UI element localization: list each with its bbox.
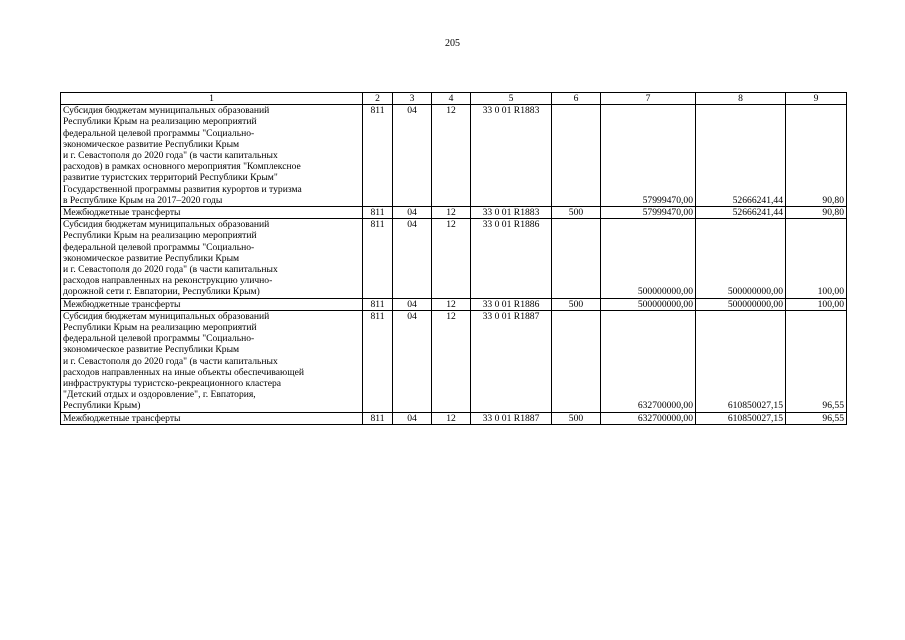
header-cell-1: 1: [61, 93, 363, 105]
code-ministry: 811: [363, 105, 393, 207]
amount-planned: 632700000,00: [601, 412, 696, 424]
amount-executed: 500000000,00: [696, 298, 786, 310]
header-cell-4: 4: [432, 93, 471, 105]
code-ministry: 811: [363, 298, 393, 310]
code-target-article: 33 0 01 R1883: [471, 207, 552, 219]
code-ministry: 811: [363, 310, 393, 412]
code-target-article: 33 0 01 R1887: [471, 412, 552, 424]
code-expense-type: [552, 105, 601, 207]
code-expense-type: 500: [552, 412, 601, 424]
header-cell-9: 9: [786, 93, 847, 105]
expense-name: Межбюджетные трансферты: [61, 298, 363, 310]
code-section: 04: [393, 105, 432, 207]
expense-name: Субсидия бюджетам муниципальных образований Республики Крым на реализацию мероприятий федеральной целевой программы "Социально- экономическое развитие Республики Крым и г. Севастополя до 2020 года" (в части капитальных расходов) в рамках основного мероприятия "Комплексное развитие туристских территорий Республики Крым" Государственной программы развития курортов и туризма в Республике Крым на 2017–2020 годы: [61, 105, 363, 207]
amount-executed: 52666241,44: [696, 105, 786, 207]
code-subsection: 12: [432, 219, 471, 298]
code-subsection: 12: [432, 310, 471, 412]
expense-name: Субсидия бюджетам муниципальных образований Республики Крым на реализацию мероприятий федеральной целевой программы "Социально- экономическое развитие Республики Крым и г. Севастополя до 2020 года" (в части капитальных расходов направленных на иные объекты обеспечивающей инфраструктуры туристско-рекреационного кластера "Детский отдых и оздоровление", г. Евпатория, Республики Крым): [61, 310, 363, 412]
code-target-article: 33 0 01 R1886: [471, 219, 552, 298]
amount-executed: 610850027,15: [696, 310, 786, 412]
table-row: [61, 310, 847, 412]
expense-name: Межбюджетные трансферты: [61, 207, 363, 219]
code-expense-type: [552, 310, 601, 412]
execution-percent: 100,00: [786, 298, 847, 310]
code-subsection: 12: [432, 412, 471, 424]
table-row: [61, 412, 847, 424]
amount-executed: 610850027,15: [696, 412, 786, 424]
amount-planned: 57999470,00: [601, 105, 696, 207]
header-cell-2: 2: [363, 93, 393, 105]
expense-name: Субсидия бюджетам муниципальных образований Республики Крым на реализацию мероприятий федеральной целевой программы "Социально- экономическое развитие Республики Крым и г. Севастополя до 2020 года" (в части капитальных расходов направленных на реконструкцию улично- дорожной сети г. Евпатории, Республики Крым): [61, 219, 363, 298]
amount-planned: 500000000,00: [601, 298, 696, 310]
code-ministry: 811: [363, 219, 393, 298]
table-row: [61, 219, 847, 298]
code-subsection: 12: [432, 298, 471, 310]
code-target-article: 33 0 01 R1887: [471, 310, 552, 412]
table-row: [61, 298, 847, 310]
header-cell-5: 5: [471, 93, 552, 105]
code-ministry: 811: [363, 207, 393, 219]
code-section: 04: [393, 207, 432, 219]
code-section: 04: [393, 298, 432, 310]
execution-percent: 96,55: [786, 412, 847, 424]
code-expense-type: 500: [552, 207, 601, 219]
table-row: [61, 105, 847, 207]
code-section: 04: [393, 310, 432, 412]
code-section: 04: [393, 219, 432, 298]
table-header-row: [61, 93, 847, 105]
amount-executed: 500000000,00: [696, 219, 786, 298]
amount-executed: 52666241,44: [696, 207, 786, 219]
code-target-article: 33 0 01 R1883: [471, 105, 552, 207]
expense-name: Межбюджетные трансферты: [61, 412, 363, 424]
execution-percent: 100,00: [786, 219, 847, 298]
code-subsection: 12: [432, 105, 471, 207]
execution-percent: 96,55: [786, 310, 847, 412]
code-ministry: 811: [363, 412, 393, 424]
amount-planned: 632700000,00: [601, 310, 696, 412]
code-section: 04: [393, 412, 432, 424]
page-number: 205: [445, 38, 460, 49]
code-expense-type: 500: [552, 298, 601, 310]
amount-planned: 57999470,00: [601, 207, 696, 219]
header-cell-7: 7: [601, 93, 696, 105]
execution-percent: 90,80: [786, 105, 847, 207]
header-cell-8: 8: [696, 93, 786, 105]
execution-percent: 90,80: [786, 207, 847, 219]
code-target-article: 33 0 01 R1886: [471, 298, 552, 310]
code-expense-type: [552, 219, 601, 298]
header-cell-3: 3: [393, 93, 432, 105]
table-row: [61, 207, 847, 219]
code-subsection: 12: [432, 207, 471, 219]
header-cell-6: 6: [552, 93, 601, 105]
amount-planned: 500000000,00: [601, 219, 696, 298]
budget-table: [60, 92, 847, 425]
